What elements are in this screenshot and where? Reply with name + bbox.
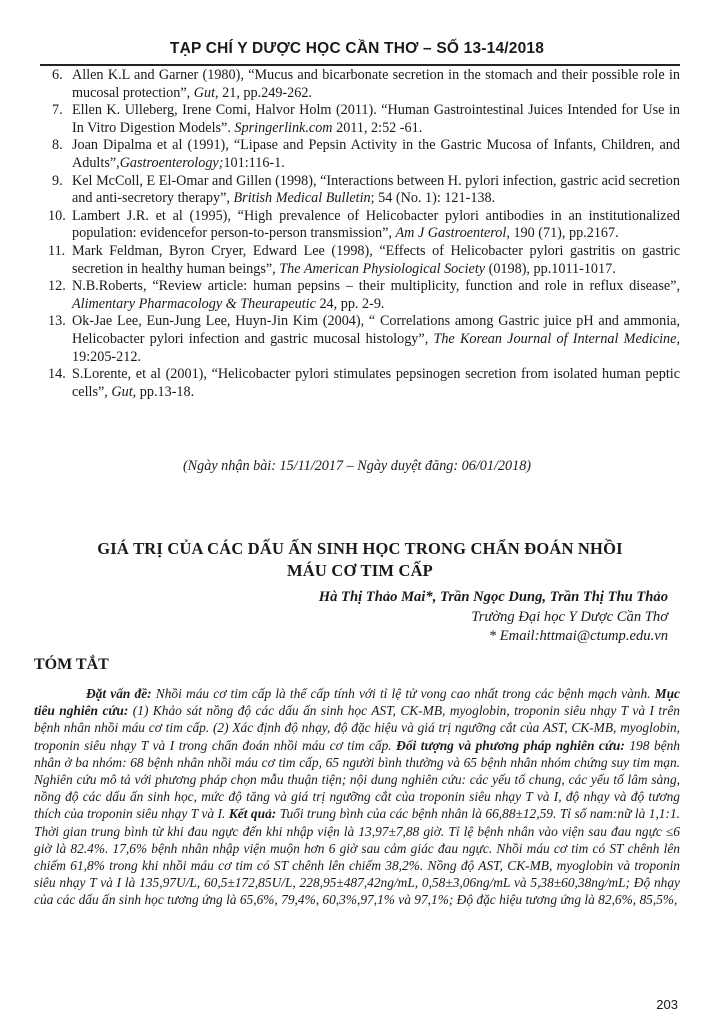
reference-source: The Korean Journal of Internal Medicine <box>433 330 677 347</box>
abstract-results-label: Kết quả: <box>228 806 277 822</box>
abstract-methods-label: Đối tượng và phương pháp nghiên cứu: <box>396 737 625 753</box>
reference-number: 13. <box>48 313 66 330</box>
reference-source: The American Physiological Society <box>279 260 486 277</box>
reference-text: Mark Feldman, Byron Cryer, Edward Lee (1998), “Effects of Helicobacter pylori gastritis on gastric secretion in healthy human beings”, <box>72 242 680 277</box>
journal-header: TẠP CHÍ Y DƯỢC HỌC CẦN THƠ – SỐ 13-14/2018 <box>169 40 545 57</box>
reference-item <box>52 137 680 172</box>
reference-list <box>48 67 680 401</box>
reference-number: 12. <box>48 278 66 295</box>
reference-number: 14. <box>48 366 66 383</box>
abstract-objectives: (1) Khảo sát nồng độ các dấu ấn sinh học AST, CK-MB, myoglobin, troponin siêu nhạy T và I trên bệnh nhân nhồi máu cơ tim cấp. (2) Xác định độ nhạy, độ đặc hiệu và giá trị ngưỡng cắt của AST, CK-MB, myoglobin, troponin siêu nhạy T và I trong chẩn đoán nhồi máu cơ tim cấp. <box>34 703 680 753</box>
reference-item <box>52 67 680 102</box>
reference-number: 9. <box>52 172 63 189</box>
header-rule <box>40 64 680 66</box>
reference-tail: 2011, 2:52 -61. <box>332 119 423 136</box>
reference-tail: (0198), pp.1011-1017. <box>485 260 616 277</box>
author-names: Hà Thị Thảo Mai*, Trần Ngọc Dung, Trần Thị Thu Thảo <box>318 589 668 605</box>
reference-tail: , 21, pp.249-262. <box>215 84 312 101</box>
author-email: * Email:httmai@ctump.edu.vn <box>488 628 668 644</box>
reference-text: Joan Dipalma et al (1991), “Lipase and Pepsin Activity in the Gastric Mucosa of Infants, Children, and Adults”, <box>72 137 680 171</box>
reference-item <box>48 278 680 313</box>
reference-tail: ; 54 (No. 1): 121-138. <box>370 190 496 207</box>
reference-item <box>48 366 680 401</box>
abstract-results: Tuổi trung bình của các bệnh nhân là 66,88±12,59. Tỉ số nam:nữ là 1,1:1. Thời gian trung bình từ khi đau ngực đến khi nhập viện là 13,97±7,88 giờ. Tỉ lệ bệnh nhân vào viện sau đau ngực ≤6 giờ là 82.4%. 17,6% bệnh nhân nhập viện muộn hơn 6 giờ sau cảm giác đau ngực. Nhồi máu cơ tim có ST chênh lên chiếm 61,8% trong khi nhồi máu cơ tim có ST chênh lên chiếm 38,2%. Nồng độ AST, CK-MB, myoglobin và troponin siêu nhạy T và I là 135,97U/L, 60,5±172,85U/L, 228,95±487,42ng/mL, 0,58±3,06ng/mL và 5,38±60,38ng/mL; Độ nhạy của các dấu ấn sinh học tương ứng là 65,6%, 79,4%, 60,3%,97,1% và 97,1%; Độ đặc hiệu tương ứng là 82,6%, 85,5%, <box>34 806 680 908</box>
abstract-body <box>34 685 680 909</box>
reference-item <box>48 242 680 278</box>
reference-item <box>52 173 680 208</box>
reference-source: British Medical Bulletin <box>233 190 371 207</box>
reference-number: 6. <box>52 67 63 83</box>
reference-tail: 101:116-1. <box>223 154 285 171</box>
reference-text: S.Lorente, et al (2001), “Helicobacter pylori stimulates pepsinogen secretion from isolated human peptic cells”, <box>72 366 680 400</box>
reference-number: 11. <box>48 242 66 259</box>
article-title <box>60 538 660 582</box>
author-affiliation: Trường Đại học Y Dược Cần Thơ <box>471 608 668 625</box>
reference-number: 7. <box>52 102 63 119</box>
received-date-note: (Ngày nhận bài: 15/11/2017 – Ngày duyệt đăng: 06/01/2018) <box>182 458 532 474</box>
reference-item <box>52 102 680 137</box>
reference-item <box>48 207 680 243</box>
reference-tail: , 19:205-212. <box>72 330 680 365</box>
abstract-background: Nhồi máu cơ tim cấp là thể cấp tính với tỉ lệ tử vong cao nhất trong các bệnh mạch vành. <box>151 686 655 701</box>
reference-source: Gastroenterology; <box>119 154 224 171</box>
reference-text: Ok-Jae Lee, Eun-Jung Lee, Huyn-Jin Kim (2004), “ Correlations among Gastric juice pH and ammonia, Helicobacter pylori infection and gastric mucosal histology”, <box>72 313 680 347</box>
reference-item <box>48 313 680 366</box>
reference-text: Kel McColl, E El-Omar and Gillen (1998), “Interactions between H. pylori infection, gastric acid secretion and anti-secretory therapy”, <box>72 172 680 207</box>
article-title-line: MÁU CƠ TIM CẤP <box>287 561 433 580</box>
reference-text: Lambert J.R. et al (1995), “High prevalence of Helicobacter pylori antibodies in an institutionalized population: evidencefor person-to-person transmission”, <box>72 207 680 242</box>
reference-source: Alimentary Pharmacology & Theurapeutic <box>72 295 316 312</box>
reference-number: 10. <box>48 207 66 224</box>
reference-text: Ellen K. Ulleberg, Irene Comi, Halvor Holm (2011). “Human Gastrointestinal Juices Intended for Use in In Vitro Digestion Models”. <box>72 102 680 136</box>
reference-tail: , 190 (71), pp.2167. <box>506 225 619 242</box>
abstract-background-label: Đặt vấn đề: <box>86 686 152 701</box>
reference-number: 8. <box>52 137 63 154</box>
reference-source: Springerlink.com <box>234 119 333 136</box>
abstract-heading: TÓM TẮT <box>34 656 109 673</box>
reference-text: Allen K.L and Garner (1980), “Mucus and bicarbonate secretion in the stomach and their possible role in mucosal protection”, <box>72 67 680 101</box>
reference-tail: 24, pp. 2-9. <box>315 295 385 312</box>
abstract-methods: 198 bệnh nhân ở ba nhóm: 68 bệnh nhân nhồi máu cơ tim cấp, 65 người bình thường và 65 bệnh nhân nhóm chứng suy tim mạn. Nghiên cứu mô tả với phương pháp chọn mẫu thuận tiện; nội dung nghiên cứu: các yếu tố chung, các yếu tố lâm sàng, nồng độ các dấu ấn sinh học, mức độ tăng và giá trị ngưỡng cắt của troponin siêu nhạy T và I, độ nhạy và độ tương thích của troponin siêu nhạy T và I. <box>34 737 681 822</box>
article-title-line: GIÁ TRỊ CỦA CÁC DẤU ẤN SINH HỌC TRONG CHẨN ĐOÁN NHỒI <box>97 539 623 558</box>
reference-source: Gut <box>193 84 216 101</box>
reference-source: Gut <box>111 383 133 400</box>
author-block <box>319 588 668 647</box>
reference-source: Am J Gastroenterol <box>395 225 507 242</box>
reference-text: N.B.Roberts, “Review article: human pepsins – their multiplicity, function and role in reflux disease”, <box>72 278 680 295</box>
reference-tail: , pp.13-18. <box>132 383 195 400</box>
abstract-objectives-label: Mục tiêu nghiên cứu: <box>34 686 680 719</box>
page-number: 203 <box>656 997 678 1012</box>
